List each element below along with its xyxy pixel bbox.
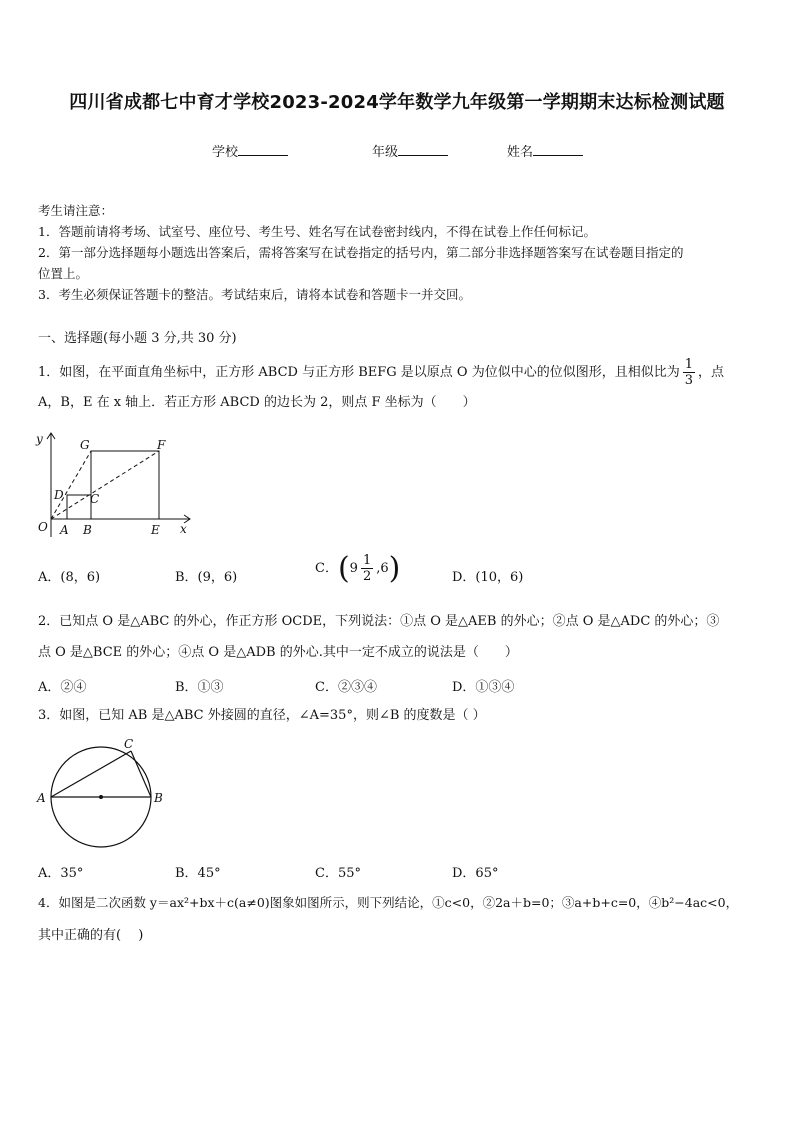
- square-befg: [91, 451, 159, 519]
- q1-option-d[interactable]: D．(10，6): [452, 570, 524, 585]
- question-1-line-1: [38, 357, 758, 388]
- q1-ratio-fraction: [683, 357, 695, 388]
- name-field: [507, 141, 583, 160]
- chord-ac: [51, 751, 131, 797]
- q1-ratio-denominator: 3: [684, 373, 694, 388]
- label-a: A: [37, 791, 46, 805]
- question-2-line-1: 2．已知点 O 是△ABC 的外心，作正方形 OCDE，下列说法：①点 O 是△AEB 的外心；②点 O 是△ADC 的外心；③: [38, 614, 720, 629]
- grade-blank[interactable]: [398, 143, 448, 156]
- name-label: 姓名: [507, 145, 534, 160]
- label-y: y: [36, 432, 43, 446]
- q1-option-c-rest: ,6: [376, 561, 389, 576]
- question-4-line-2: 其中正确的有( ): [38, 928, 144, 943]
- q1-option-c-den: 2: [362, 569, 372, 584]
- q1-option-c-fraction: [361, 553, 373, 584]
- q1-option-c-prefix: C．: [315, 561, 338, 576]
- q1-option-c[interactable]: C．(9 $\frac{1}{2}$ ,6): [315, 551, 401, 586]
- q3-figure: [30, 735, 180, 855]
- label-b: B: [83, 523, 92, 537]
- label-e: E: [151, 523, 160, 537]
- grade-field: [372, 141, 448, 160]
- notice-heading: 考生请注意：: [38, 203, 114, 218]
- page-title: 四川省成都七中育才学校2023-2024学年数学九年级第一学期期末达标检测试题: [69, 92, 725, 113]
- grade-label: 年级: [372, 145, 399, 160]
- q1-option-c-num: 1: [362, 553, 372, 568]
- question-2-line-2: 点 O 是△BCE 的外心；④点 O 是△ADB 的外心.其中一定不成立的说法是（ ）: [38, 645, 518, 660]
- label-x: x: [180, 522, 187, 536]
- q3-option-d[interactable]: D．65°: [452, 866, 499, 881]
- section-title: 一、选择题(每小题 3 分,共 30 分): [38, 331, 237, 346]
- label-c: C: [124, 737, 134, 751]
- label-c: C: [90, 492, 100, 506]
- q2-option-d[interactable]: D．①③④: [452, 680, 515, 695]
- question-3-line-1: 3．如图，已知 AB 是△ABC 外接圆的直径，∠A=35°，则∠B 的度数是（ ）: [38, 708, 486, 723]
- center-point: [99, 795, 103, 799]
- label-a: A: [60, 523, 69, 537]
- label-d: D: [54, 488, 64, 502]
- school-blank[interactable]: [238, 143, 288, 156]
- q2-option-b[interactable]: B．①③: [175, 680, 224, 695]
- chord-cb: [131, 751, 151, 797]
- school-label: 学校: [212, 145, 239, 160]
- q3-option-b[interactable]: B．45°: [175, 866, 221, 881]
- q1-ratio-numerator: 1: [684, 357, 694, 372]
- question-1-line-2: A，B，E 在 x 轴上．若正方形 ABCD 的边长为 2，则点 F 坐标为（ ）: [38, 395, 476, 410]
- q1-option-a[interactable]: A．(8，6): [38, 570, 101, 585]
- q3-option-c[interactable]: C．55°: [315, 866, 361, 881]
- question-4-line-1: 4．如图是二次函数 y＝ax²+bx＋c(a≠0)图象如图所示，则下列结论，①c<0，②2a＋b=0；③a+b+c=0，④b²−4ac<0，: [38, 895, 739, 910]
- q1-option-c-int: 9: [349, 561, 358, 576]
- dashed-line-og: [51, 451, 91, 519]
- q1-text-a: 1．如图，在平面直角坐标中，正方形 ABCD 与正方形 BEFG 是以原点 O 为位似中心的位似图形，且相似比为: [38, 365, 680, 380]
- q1-option-b[interactable]: B．(9，6): [175, 570, 238, 585]
- label-g: G: [80, 438, 90, 452]
- label-o: O: [38, 520, 48, 534]
- label-f: F: [157, 438, 166, 452]
- q1-text-b: ，点: [698, 365, 725, 380]
- notice-item-1: 1．答题前请将考场、试室号、座位号、考生号、姓名写在试卷密封线内，不得在试卷上作任何标记。: [38, 224, 596, 239]
- q2-option-c[interactable]: C．②③④: [315, 680, 377, 695]
- notice-item-3: 3．考生必须保证答题卡的整洁。考试结束后，请将本试卷和答题卡一并交回。: [38, 287, 471, 302]
- q1-figure: [30, 425, 200, 540]
- label-b: B: [154, 791, 163, 805]
- school-field: [212, 141, 288, 160]
- q2-option-a[interactable]: A．②④: [38, 680, 87, 695]
- name-blank[interactable]: [533, 143, 583, 156]
- q3-option-a[interactable]: A．35°: [38, 866, 84, 881]
- notice-item-2: 2．第一部分选择题每小题选出答案后，需将答案写在试卷指定的括号内，第二部分非选择题答案写在试卷题目指定的: [38, 245, 684, 260]
- notice-item-2-cont: 位置上。: [38, 266, 89, 281]
